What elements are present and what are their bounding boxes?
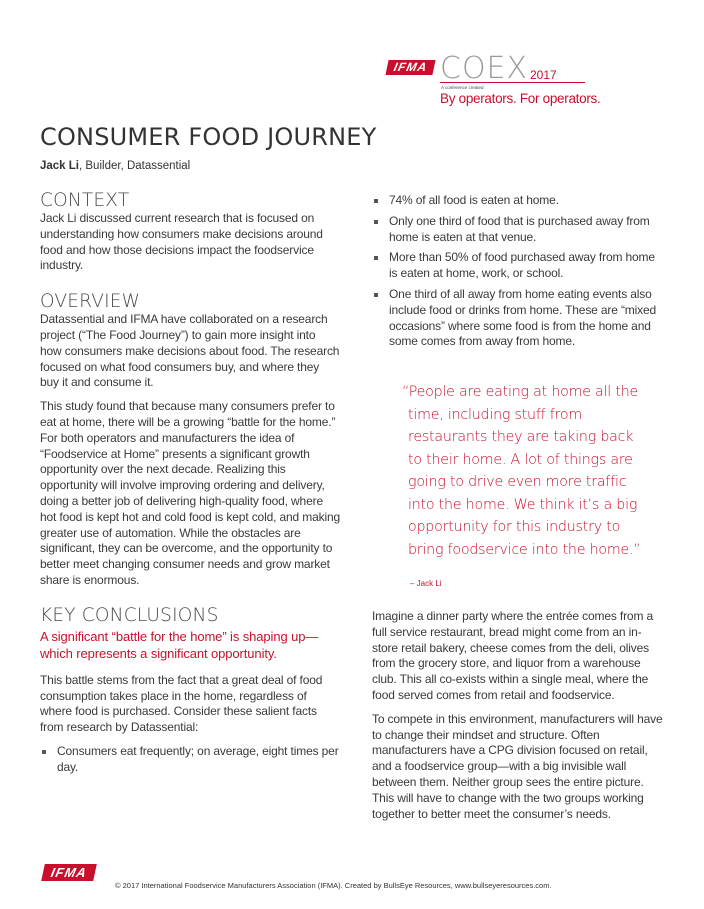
list-item: One third of all away from home eating events also include food or drinks from home. These are “mixed occasions” where some food is from the home and some comes from away from home. — [372, 287, 664, 350]
overview-paragraph-1: Datassential and IFMA have collaborated on a research project (“The Food Journey”) to gain more insight into how consumers make decisions about food. The research focused on what food consumers buy, and where they buy it and consume it. — [40, 312, 340, 390]
key-conclusions-subhead: A significant “battle for the home” is shaping up—which represents a significant opportunity. — [40, 628, 319, 662]
dinner-party-paragraph: Imagine a dinner party where the entrée comes from a full service restaurant, bread might come from an in-store retail bakery, cheese comes from the deli, olives from the grocery store, and liquor from a warehouse club. This all co-exists within a single meal, where the food served comes from retail and foodservice. — [372, 609, 654, 702]
list-item: 74% of all food is eaten at home. — [372, 193, 664, 209]
author-name: Jack Li — [40, 160, 79, 172]
key-conclusions-heading: KEY CONCLUSIONS — [40, 604, 219, 626]
author-role: , Builder, Datassential — [79, 160, 191, 172]
footer-ifma-logo: IFMA — [41, 864, 97, 881]
ifma-logo: IFMA — [385, 60, 435, 75]
overview-paragraph-2: This study found that because many consumers prefer to eat at home, there will be a growing “battle for the home.” For both operators and manufacturers the idea of “Foodservice at Home” presents a significant growth opportunity over the next decade. Realizing this opportunity will involve improving ordering and delivery, doing a better job of delivering high-quality food, where hot food is kept hot and cold food is kept cold, and making greater use of automation. While the obstacles are significant, they can be overcome, and the opportunity to better meet changing consumer needs and grow market share is enormous. — [40, 399, 341, 587]
pull-quote: “People are eating at home all the time, including stuff from restaurants they are taking back to their home. A lot of things are going to drive even more traffic into the home. We think it’s a big opportunity for this industry to bring foodservice into the home.” — [402, 384, 641, 558]
coex-year: 2017 — [530, 68, 557, 82]
manufacturers-paragraph: To compete in this environment, manufacturers will have to change their mindset and structure. Often manufacturers have a CPG division focused on retail, and a foodservice group—with a big invisible wall between them. Neither group sees the entire picture. This will have to change with the two groups working together to better meet the consumer’s needs. — [372, 711, 663, 821]
list-item: Only one third of food that is purchased away from home is eaten at that venue. — [372, 214, 664, 246]
right-column-lower — [372, 609, 664, 822]
context-heading: CONTEXT — [40, 190, 130, 211]
coex-wordmark: COEX — [440, 51, 529, 86]
conference-note: A conference created — [441, 85, 484, 90]
tagline: By operators. For operators. — [440, 91, 601, 106]
list-item: More than 50% of food purchased away from home is eaten at home, work, or school. — [372, 250, 664, 282]
facts-list — [372, 193, 664, 350]
left-column — [40, 190, 340, 776]
byline — [40, 159, 190, 173]
right-column — [372, 193, 664, 350]
key-conclusions-text: This battle stems from the fact that a great deal of food consumption takes place in the home, regardless of where food is purchased. Consider these salient facts from research by Datassential: — [40, 672, 323, 735]
context-text: Jack Li discussed current research that is focused on understanding how consumers make decisions around food and how those decisions impact the foodservice industry. — [40, 211, 323, 273]
overview-heading: OVERVIEW — [40, 291, 141, 313]
page-title: CONSUMER FOOD JOURNEY — [40, 123, 377, 151]
key-conclusions-list — [40, 744, 340, 776]
footer-copyright: © 2017 International Foodservice Manufacturers Association (IFMA). Created by BullsEye Resources, www.bullseyeresources.com. — [115, 881, 552, 890]
list-item: Consumers eat frequently; on average, eight times per day. — [40, 744, 340, 776]
quote-attribution: – Jack Li — [410, 579, 442, 588]
